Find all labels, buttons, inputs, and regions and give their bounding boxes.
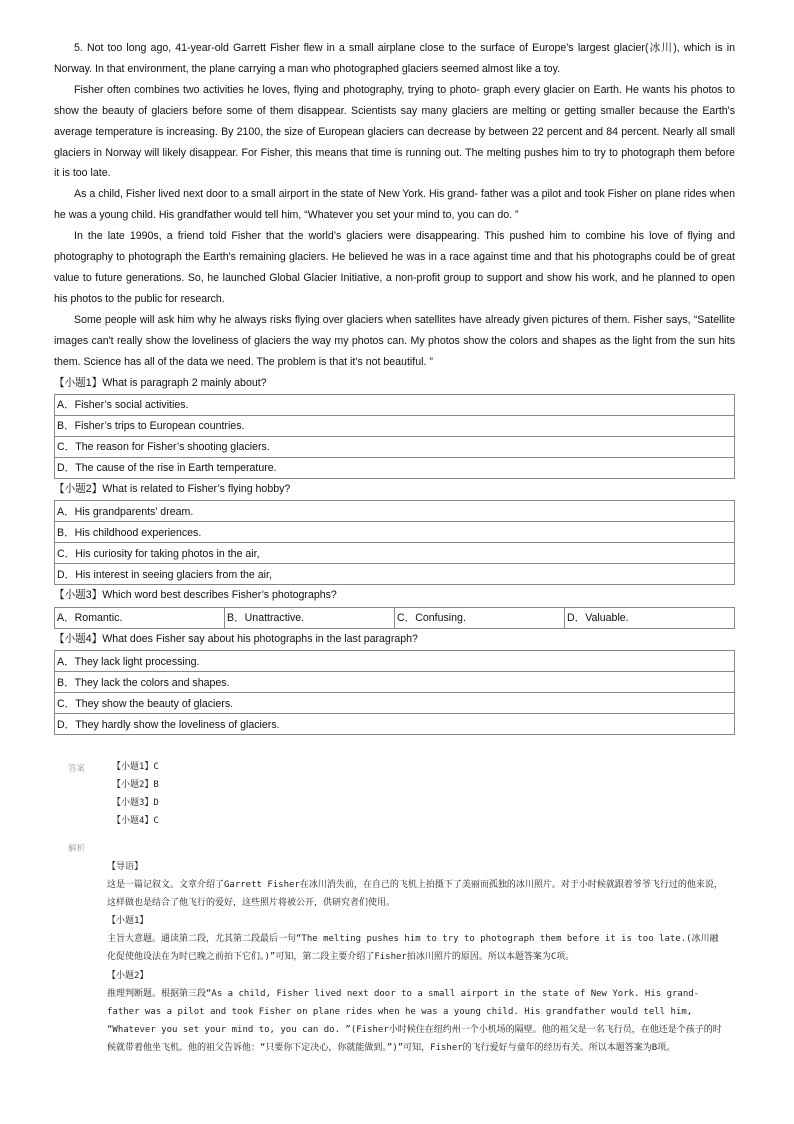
explanation-heading: 【导语】 bbox=[107, 862, 144, 872]
question-title: 【小题4】What does Fisher say about his photographs in the last paragraph? bbox=[54, 632, 418, 645]
option-a[interactable]: A．They lack light processing. bbox=[55, 651, 735, 672]
answer-line: 【小题3】D bbox=[112, 798, 159, 808]
passage-paragraph-5: Some people will ask him why he always risks flying over glaciers when satellites have already given pictures of them. Fisher says, “Satellite images can't really show the loveliness of glaciers the way my photos can. My photos show the colors and shapes as the light from the sun hits them. Science has all of the data we need. The problem is that it’s not beautiful. ” bbox=[54, 313, 735, 368]
option-d[interactable]: D．His interest in seeing glaciers from the air, bbox=[55, 564, 735, 585]
explanation-text: 这是一篇记叙文。文章介绍了Garrett Fisher在冰川消失前，在自己的飞机上拍摄下了美丽而孤独的冰川照片。对于小时候就跟着爷爷飞行过的他来说，这样做也是结合了他飞行的爱好，这些照片将被公开，供研究者们使用。 bbox=[107, 880, 723, 909]
passage-paragraph-3: As a child, Fisher lived next door to a small airport in the state of New York. His grand- father was a pilot and took Fisher on plane rides when he was a young child. His grandfather would tell him, “Whatever you set your mind to, you can do. ” bbox=[54, 188, 735, 222]
passage-paragraph-1: 5. Not too long ago, 41-year-old Garrett Fisher flew in a small airplane close to the surface of Europe’s largest glacier(冰川), which is in Norway. In that environment, the plane carrying a man who photographed glaciers seemed almost like a toy. bbox=[54, 42, 735, 75]
question-title: 【小题1】What is paragraph 2 mainly about? bbox=[54, 376, 267, 389]
answer-line: 【小题4】C bbox=[112, 816, 159, 826]
option-b[interactable]: B．Unattractive. bbox=[225, 607, 395, 628]
option-d[interactable]: D．Valuable. bbox=[565, 607, 735, 628]
explanation-heading: 【小题2】 bbox=[107, 970, 149, 981]
answer-label: 答案 bbox=[68, 764, 86, 774]
option-b[interactable]: B．Fisher’s trips to European countries. bbox=[55, 415, 735, 436]
options-table bbox=[54, 650, 735, 735]
options-table bbox=[54, 394, 735, 479]
question-title: 【小题2】What is related to Fisher’s flying hobby? bbox=[54, 482, 291, 495]
question-2 bbox=[54, 479, 735, 585]
option-b[interactable]: B．His childhood experiences. bbox=[55, 522, 735, 543]
question-title: 【小题3】Which word best describes Fisher’s photographs? bbox=[54, 589, 337, 602]
option-c[interactable]: C．They show the beauty of glaciers. bbox=[55, 693, 735, 714]
option-d[interactable]: D．They hardly show the loveliness of glaciers. bbox=[55, 714, 735, 735]
question-4 bbox=[54, 629, 735, 735]
option-c[interactable]: C．His curiosity for taking photos in the air, bbox=[55, 543, 735, 564]
answer-line: 【小题1】C bbox=[112, 762, 159, 772]
option-c[interactable]: C．Confusing. bbox=[395, 607, 565, 628]
options-table bbox=[54, 500, 735, 585]
answer-line: 【小题2】B bbox=[112, 780, 159, 790]
option-b[interactable]: B．They lack the colors and shapes. bbox=[55, 672, 735, 693]
option-a[interactable]: A．His grandparents' dream. bbox=[55, 501, 735, 522]
option-d[interactable]: D．The cause of the rise in Earth temperature. bbox=[55, 457, 735, 478]
question-3 bbox=[54, 585, 735, 628]
option-c[interactable]: C．The reason for Fisher’s shooting glaciers. bbox=[55, 436, 735, 457]
options-table bbox=[54, 607, 735, 629]
explanation-label: 解析 bbox=[68, 844, 86, 854]
option-a[interactable]: A．Romantic. bbox=[55, 607, 225, 628]
reading-passage bbox=[54, 38, 735, 735]
explanation-text: 主旨大意题。通读第二段，尤其第二段最后一句“The melting pushes him to try to photograph them before it is too late.(冰川融化促使他设法在为时已晚之前拍下它们。)”可知，第二段主要介绍了Fisher拍冰川照片的原因。所以本题答案为C项。 bbox=[107, 934, 719, 963]
passage-paragraph-4: In the late 1990s, a friend told Fisher that the world’s glaciers were disappearing. This pushed him to combine his love of flying and photography to photograph the Earth's remaining glaciers. He believed he was in a race against time and that his photographs could be of great value to future generations. So, he launched Global Glacier Initiative, a non-profit group to support and show his work, and he planned to open his photos to the public for research. bbox=[54, 230, 735, 305]
option-a[interactable]: A．Fisher’s social activities. bbox=[55, 394, 735, 415]
explanation-heading: 【小题1】 bbox=[107, 916, 149, 927]
explanation-text: 推理判断题。根据第三段“As a child, Fisher lived next door to a small airport in the state of New York. His grand- father was a pilot and took Fisher on plane rides when he was a young child. His grandfather would tell him, “Whatever you set your mind to, you can do. ”(Fisher小时候住在纽约州一个小机场的隔壁。他的祖父是一名飞行员，在他还是个孩子的时候就带着他坐飞机。他的祖父告诉他：“只要你下定决心，你就能做到。”)”可知，Fisher的飞行爱好与童年的经历有关。所以本题答案为B项。 bbox=[107, 988, 722, 1053]
explanation-section bbox=[107, 858, 727, 1057]
question-1 bbox=[54, 373, 735, 479]
passage-paragraph-2: Fisher often combines two activities he loves, flying and photography, trying to photo- graph every glacier on Earth. He wants his photos to show the beauty of glaciers before some of them disappear. Scientists say many glaciers are melting or getting smaller because the Earth's average temperature is increasing. By 2100, the size of European glaciers can decrease by between 22 percent and 84 percent. Nearly all small glaciers in Norway will likely disappear. For Fisher, this means that time is running out. The melting pushes him to try to photograph them before it is too late. bbox=[54, 83, 735, 180]
